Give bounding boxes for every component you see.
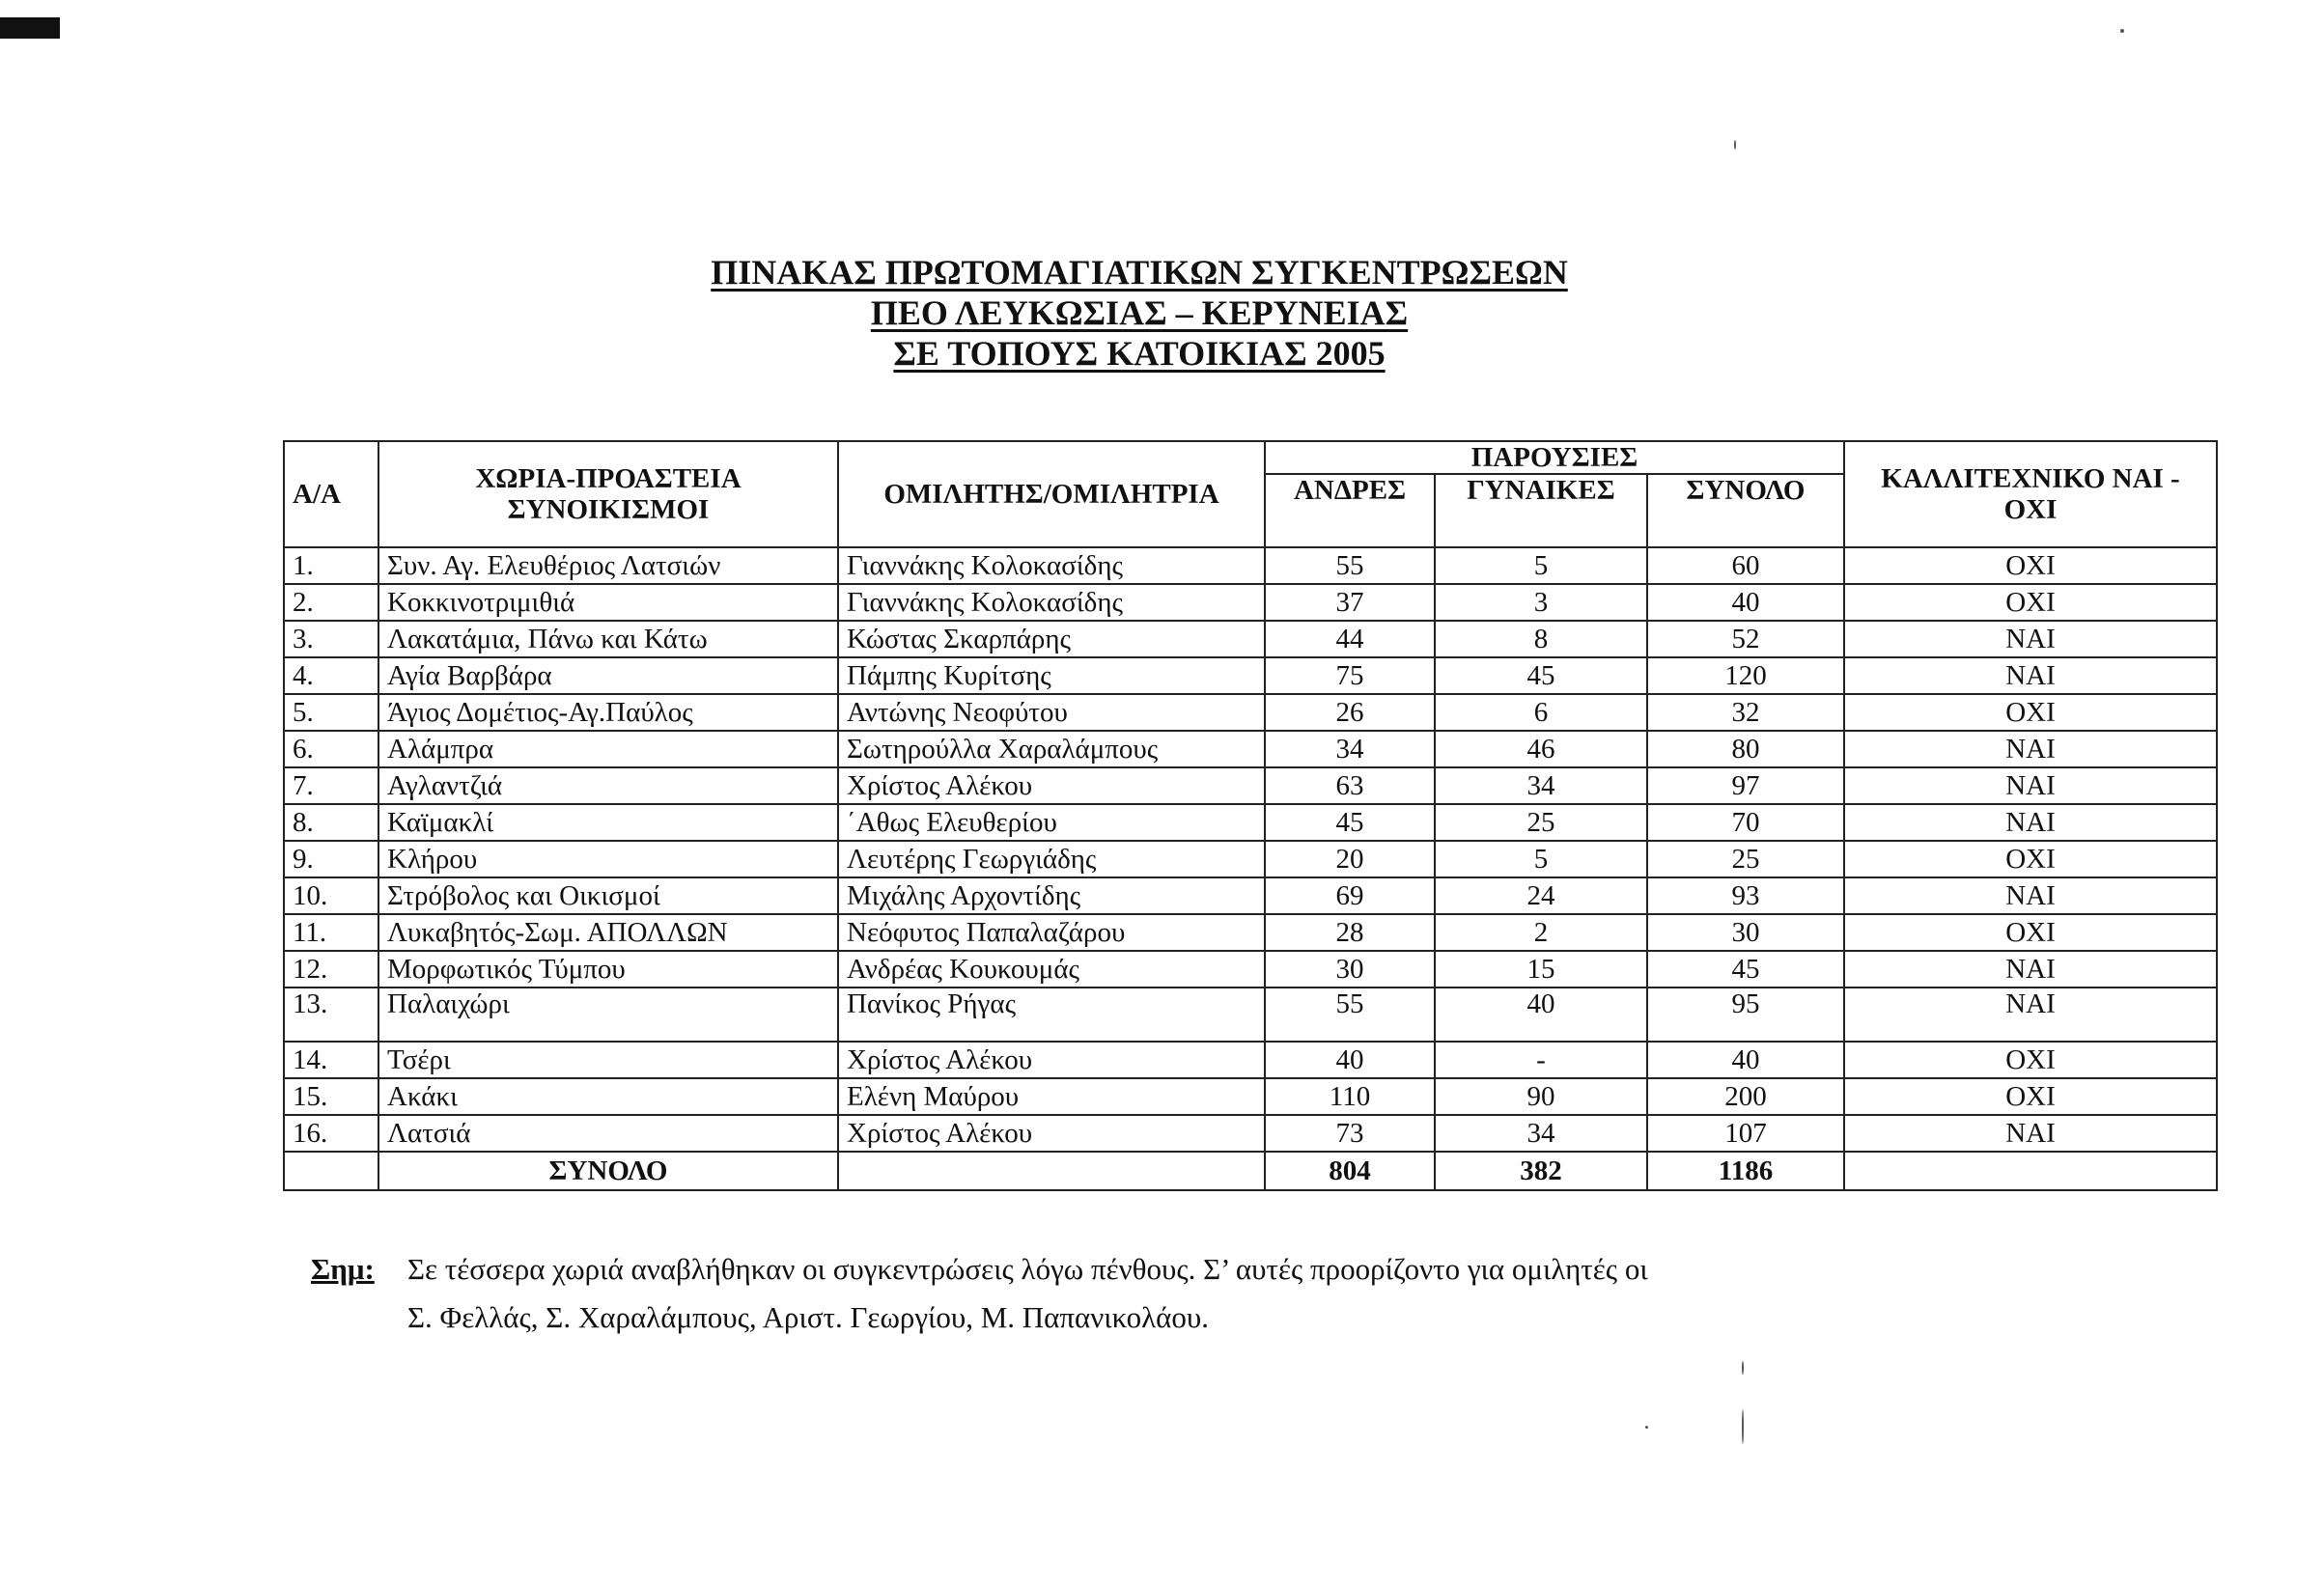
totals-men: 804 <box>1265 1152 1435 1190</box>
cell-artistic: ΟΧΙ <box>1844 694 2217 731</box>
title-line-1: ΠΙΝΑΚΑΣ ΠΡΩΤΟΜΑΓΙΑΤΙΚΩΝ ΣΥΓΚΕΝΤΡΩΣΕΩΝ <box>711 253 1568 292</box>
cell-aa: 14. <box>284 1042 378 1078</box>
table-row <box>284 914 2217 951</box>
cell-men: 63 <box>1265 767 1435 804</box>
cell-total: 52 <box>1647 621 1844 657</box>
cell-aa: 10. <box>284 877 378 914</box>
table-row <box>284 841 2217 877</box>
table-row <box>284 1115 2217 1152</box>
attendance-table-container <box>283 440 2218 1191</box>
cell-men: 55 <box>1265 547 1435 584</box>
cell-aa: 16. <box>284 1115 378 1152</box>
cell-women: 5 <box>1435 547 1647 584</box>
cell-village: Καϊμακλί <box>378 804 838 841</box>
cell-aa: 11. <box>284 914 378 951</box>
cell-women: 40 <box>1435 988 1647 1042</box>
cell-speaker: Χρίστος Αλέκου <box>838 767 1265 804</box>
cell-village: Αγία Βαρβάρα <box>378 657 838 694</box>
cell-speaker: Πανίκος Ρήγας <box>838 988 1265 1042</box>
cell-village: Άγιος Δομέτιος-Αγ.Παύλος <box>378 694 838 731</box>
footnote-line-1 <box>311 1245 1875 1294</box>
cell-women: 24 <box>1435 877 1647 914</box>
totals-row <box>284 1152 2217 1190</box>
title-line-3: ΣΕ ΤΟΠΟΥΣ ΚΑΤΟΙΚΙΑΣ 2005 <box>893 334 1386 373</box>
cell-women: 6 <box>1435 694 1647 731</box>
cell-men: 26 <box>1265 694 1435 731</box>
cell-aa: 6. <box>284 731 378 767</box>
cell-speaker: Μιχάλης Αρχοντίδης <box>838 877 1265 914</box>
cell-village: Τσέρι <box>378 1042 838 1078</box>
header-attendance-group: ΠΑΡΟΥΣΙΕΣ <box>1265 441 1844 474</box>
cell-men: 20 <box>1265 841 1435 877</box>
cell-women: 3 <box>1435 584 1647 621</box>
cell-women: 90 <box>1435 1078 1647 1115</box>
cell-village: Ακάκι <box>378 1078 838 1115</box>
cell-artistic: ΟΧΙ <box>1844 547 2217 584</box>
cell-men: 28 <box>1265 914 1435 951</box>
cell-women: 8 <box>1435 621 1647 657</box>
scan-speck <box>1645 1426 1648 1429</box>
cell-men: 44 <box>1265 621 1435 657</box>
cell-total: 70 <box>1647 804 1844 841</box>
cell-total: 93 <box>1647 877 1844 914</box>
header-artistic: ΚΑΛΛΙΤΕΧΝΙΚΟ ΝΑΙ - ΟΧΙ <box>1844 441 2217 547</box>
cell-village: Μορφωτικός Τύμπου <box>378 951 838 988</box>
cell-speaker: ΄Αθως Ελευθερίου <box>838 804 1265 841</box>
table-row <box>284 877 2217 914</box>
cell-women: - <box>1435 1042 1647 1078</box>
cell-total: 25 <box>1647 841 1844 877</box>
table-row <box>284 621 2217 657</box>
cell-village: Λατσιά <box>378 1115 838 1152</box>
cell-aa: 13. <box>284 988 378 1042</box>
cell-speaker: Κώστας Σκαρπάρης <box>838 621 1265 657</box>
cell-women: 46 <box>1435 731 1647 767</box>
cell-women: 5 <box>1435 841 1647 877</box>
totals-total: 1186 <box>1647 1152 1844 1190</box>
footnote-text-1: Σε τέσσερα χωριά αναβλήθηκαν οι συγκεντρώσεις λόγω πένθους. Σ’ αυτές προορίζοντο για ομιλητές οι <box>407 1252 1648 1286</box>
cell-total: 200 <box>1647 1078 1844 1115</box>
table-row <box>284 804 2217 841</box>
totals-label: ΣΥΝΟΛΟ <box>378 1152 838 1190</box>
cell-artistic: ΝΑΙ <box>1844 951 2217 988</box>
cell-village: Στρόβολος και Οικισμοί <box>378 877 838 914</box>
cell-artistic: ΝΑΙ <box>1844 804 2217 841</box>
cell-men: 34 <box>1265 731 1435 767</box>
cell-men: 45 <box>1265 804 1435 841</box>
cell-artistic: ΟΧΙ <box>1844 1042 2217 1078</box>
cell-total: 40 <box>1647 584 1844 621</box>
cell-men: 30 <box>1265 951 1435 988</box>
table-row <box>284 584 2217 621</box>
cell-village: Κλήρου <box>378 841 838 877</box>
cell-village: Λυκαβητός-Σωμ. ΑΠΟΛΛΩΝ <box>378 914 838 951</box>
cell-total: 40 <box>1647 1042 1844 1078</box>
cell-total: 97 <box>1647 767 1844 804</box>
header-speaker: ΟΜΙΛΗΤΗΣ/ΟΜΙΛΗΤΡΙΑ <box>838 441 1265 547</box>
cell-men: 73 <box>1265 1115 1435 1152</box>
table-body <box>284 547 2217 1190</box>
totals-women: 382 <box>1435 1152 1647 1190</box>
table-row <box>284 1042 2217 1078</box>
header-men: ΑΝΔΡΕΣ <box>1265 474 1435 547</box>
cell-village: Συν. Αγ. Ελευθέριος Λατσιών <box>378 547 838 584</box>
cell-men: 37 <box>1265 584 1435 621</box>
cell-empty <box>838 1152 1265 1190</box>
cell-aa: 2. <box>284 584 378 621</box>
cell-artistic: ΟΧΙ <box>1844 841 2217 877</box>
cell-speaker: Πάμπης Κυρίτσης <box>838 657 1265 694</box>
cell-artistic: ΝΑΙ <box>1844 1115 2217 1152</box>
cell-artistic: ΟΧΙ <box>1844 914 2217 951</box>
cell-men: 69 <box>1265 877 1435 914</box>
table-row <box>284 657 2217 694</box>
cell-village: Αγλαντζιά <box>378 767 838 804</box>
cell-speaker: Λευτέρης Γεωργιάδης <box>838 841 1265 877</box>
header-village: ΧΩΡΙΑ-ΠΡΟΑΣΤΕΙΑ ΣΥΝΟΙΚΙΣΜΟΙ <box>378 441 838 547</box>
scan-speck <box>1742 1409 1744 1444</box>
cell-women: 15 <box>1435 951 1647 988</box>
cell-men: 55 <box>1265 988 1435 1042</box>
cell-total: 60 <box>1647 547 1844 584</box>
cell-artistic: ΟΧΙ <box>1844 584 2217 621</box>
cell-speaker: Ανδρέας Κουκουμάς <box>838 951 1265 988</box>
cell-speaker: Γιαννάκης Κολοκασίδης <box>838 584 1265 621</box>
header-aa: Α/Α <box>284 441 378 547</box>
cell-artistic: ΝΑΙ <box>1844 657 2217 694</box>
attendance-table <box>283 440 2218 1191</box>
cell-women: 2 <box>1435 914 1647 951</box>
cell-artistic: ΝΑΙ <box>1844 767 2217 804</box>
cell-total: 80 <box>1647 731 1844 767</box>
scan-speck <box>2120 29 2124 33</box>
title-line-2: ΠΕΟ ΛΕΥΚΩΣΙΑΣ – ΚΕΡΥΝΕΙΑΣ <box>870 293 1409 332</box>
cell-total: 30 <box>1647 914 1844 951</box>
cell-aa: 7. <box>284 767 378 804</box>
cell-speaker: Νεόφυτος Παπαλαζάρου <box>838 914 1265 951</box>
cell-aa: 5. <box>284 694 378 731</box>
cell-total: 120 <box>1647 657 1844 694</box>
header-women: ΓΥΝΑΙΚΕΣ <box>1435 474 1647 547</box>
cell-empty <box>1844 1152 2217 1190</box>
header-total: ΣΥΝΟΛΟ <box>1647 474 1844 547</box>
cell-artistic: ΝΑΙ <box>1844 877 2217 914</box>
cell-artistic: ΝΑΙ <box>1844 988 2217 1042</box>
footnote-text-2: Σ. Φελλάς, Σ. Χαραλάμπους, Αριστ. Γεωργίου, Μ. Παπανικολάου. <box>407 1300 1209 1334</box>
cell-men: 75 <box>1265 657 1435 694</box>
cell-speaker: Σωτηρούλλα Χαραλάμπους <box>838 731 1265 767</box>
cell-aa: 4. <box>284 657 378 694</box>
cell-village: Λακατάμια, Πάνω και Κάτω <box>378 621 838 657</box>
table-row <box>284 731 2217 767</box>
cell-village: Αλάμπρα <box>378 731 838 767</box>
cell-total: 32 <box>1647 694 1844 731</box>
scan-speck <box>1734 140 1736 150</box>
cell-women: 34 <box>1435 767 1647 804</box>
cell-village: Κοκκινοτριμιθιά <box>378 584 838 621</box>
cell-aa: 1. <box>284 547 378 584</box>
scan-corner-mark <box>0 17 60 39</box>
footnote <box>311 1245 1875 1342</box>
cell-speaker: Αντώνης Νεοφύτου <box>838 694 1265 731</box>
table-row <box>284 694 2217 731</box>
cell-artistic: ΝΑΙ <box>1844 621 2217 657</box>
document-title <box>666 253 1612 375</box>
cell-women: 34 <box>1435 1115 1647 1152</box>
cell-women: 45 <box>1435 657 1647 694</box>
cell-total: 107 <box>1647 1115 1844 1152</box>
cell-speaker: Χρίστος Αλέκου <box>838 1115 1265 1152</box>
cell-aa: 12. <box>284 951 378 988</box>
cell-women: 25 <box>1435 804 1647 841</box>
cell-speaker: Χρίστος Αλέκου <box>838 1042 1265 1078</box>
cell-aa: 3. <box>284 621 378 657</box>
table-row <box>284 547 2217 584</box>
cell-men: 40 <box>1265 1042 1435 1078</box>
table-row <box>284 951 2217 988</box>
cell-aa: 9. <box>284 841 378 877</box>
cell-aa: 15. <box>284 1078 378 1115</box>
cell-speaker: Ελένη Μαύρου <box>838 1078 1265 1115</box>
cell-speaker: Γιαννάκης Κολοκασίδης <box>838 547 1265 584</box>
cell-empty <box>284 1152 378 1190</box>
scan-speck <box>1742 1361 1744 1375</box>
cell-village: Παλαιχώρι <box>378 988 838 1042</box>
cell-artistic: ΟΧΙ <box>1844 1078 2217 1115</box>
cell-total: 45 <box>1647 951 1844 988</box>
table-row <box>284 767 2217 804</box>
cell-artistic: ΝΑΙ <box>1844 731 2217 767</box>
footnote-label: Σημ: <box>311 1252 375 1286</box>
table-row <box>284 1078 2217 1115</box>
table-row <box>284 988 2217 1042</box>
cell-total: 95 <box>1647 988 1844 1042</box>
cell-men: 110 <box>1265 1078 1435 1115</box>
cell-aa: 8. <box>284 804 378 841</box>
